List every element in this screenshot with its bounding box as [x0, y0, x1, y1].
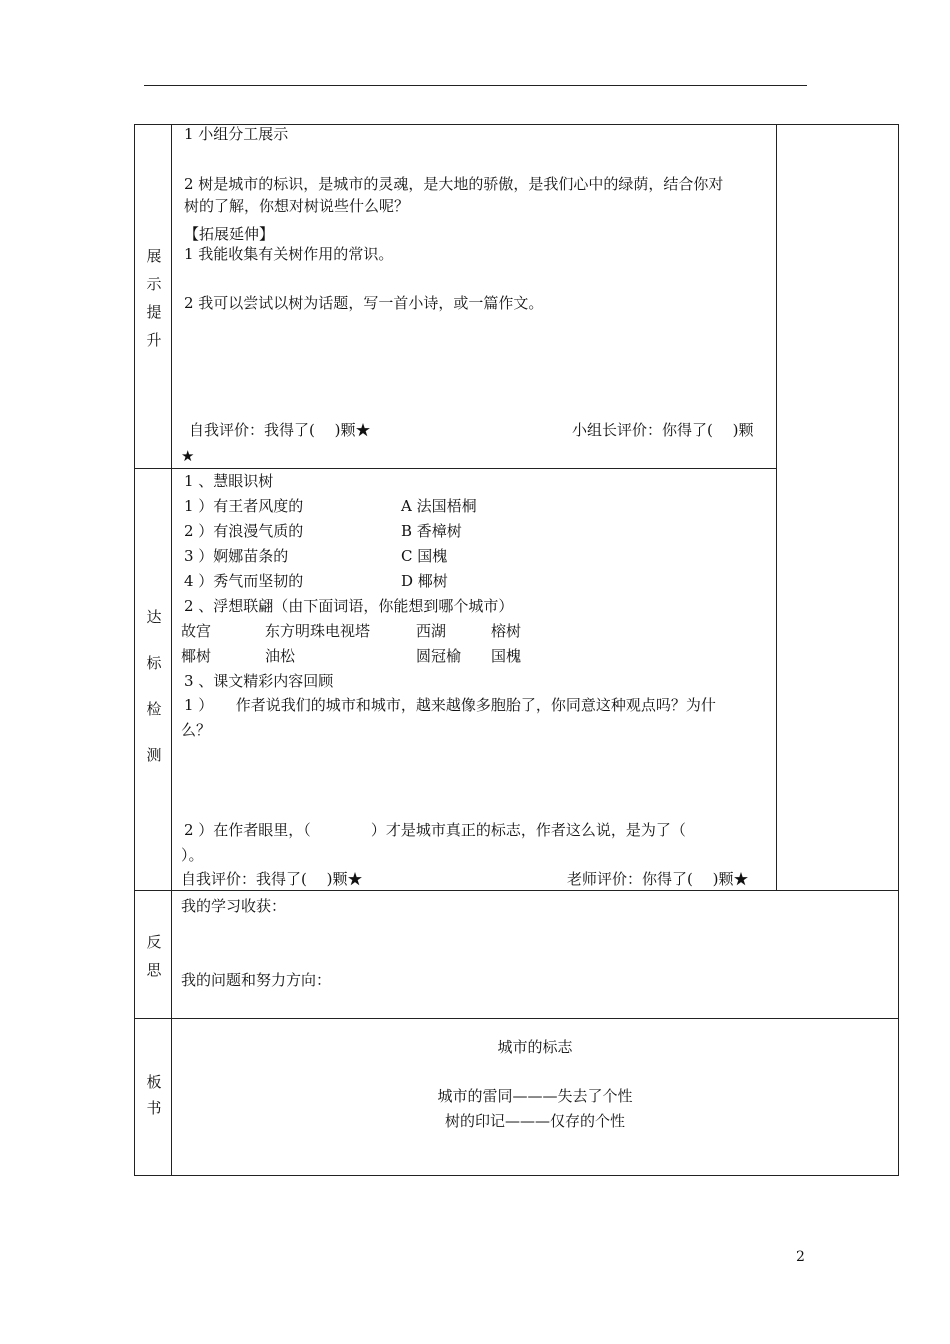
- question-item: 1 ） 作者说我们的城市和城市，越来越像多胞胎了，你同意这种观点吗？为什: [184, 696, 716, 714]
- row-divider: [134, 1018, 899, 1019]
- self-evaluation: 自我评价：我得了( )颗★: [189, 421, 371, 439]
- question-title: 3 、课文精彩内容回顾: [184, 672, 334, 690]
- question-item: 4 ）秀气而坚韧的: [184, 572, 304, 590]
- section-heading: 【拓展延伸】: [184, 225, 275, 243]
- board-line: 城市的雷同———失去了个性: [437, 1087, 633, 1105]
- question-item: 么？: [181, 721, 212, 739]
- answer-option: B 香樟树: [401, 522, 462, 540]
- section-label-dabiao: 达 标 检 测: [146, 608, 162, 764]
- star-icon: ★: [181, 447, 195, 465]
- question-item: 3 ）婀娜苗条的: [184, 547, 289, 565]
- word-item: 榕树: [491, 622, 522, 640]
- section-label-fansi: 反 思: [146, 933, 162, 979]
- answer-option: C 国槐: [401, 547, 448, 565]
- row-divider: [134, 468, 776, 469]
- text-line: 2 树是城市的标识，是城市的灵魂，是大地的骄傲，是我们心中的绿荫，结合你对: [184, 175, 724, 193]
- word-item: 国槐: [491, 647, 522, 665]
- question-title: 2 、浮想联翩（由下面词语，你能想到哪个城市）: [184, 597, 514, 615]
- answer-option: D 椰树: [401, 572, 448, 590]
- word-item: 圆冠榆: [416, 647, 462, 665]
- word-item: 东方明珠电视塔: [265, 622, 371, 640]
- header-rule: [144, 85, 807, 86]
- board-title: 城市的标志: [497, 1038, 573, 1056]
- teacher-evaluation: 老师评价：你得了( )颗★: [567, 870, 749, 888]
- question-item: 2 ）在作者眼里，（ ）才是城市真正的标志，作者这么说，是为了（: [184, 821, 686, 839]
- section-label-banshu: 板 书: [146, 1073, 162, 1117]
- text-line: 2 我可以尝试以树为话题，写一首小诗，或一篇作文。: [184, 294, 544, 312]
- word-item: 油松: [265, 647, 296, 665]
- text-line: 1 小组分工展示: [184, 125, 289, 143]
- word-item: 西湖: [416, 622, 447, 640]
- answer-option: A 法国梧桐: [401, 497, 477, 515]
- question-item: 2 ）有浪漫气质的: [184, 522, 304, 540]
- question-item: ）。: [181, 846, 204, 864]
- leader-evaluation: 小组长评价：你得了( )颗: [572, 421, 754, 439]
- page-number: 2: [796, 1249, 805, 1265]
- text-line: 树的了解，你想对树说些什么呢？: [184, 197, 410, 215]
- row-divider: [134, 890, 899, 891]
- problem-direction-prompt: 我的问题和努力方向：: [181, 971, 332, 989]
- word-item: 椰树: [181, 647, 212, 665]
- learning-gain-prompt: 我的学习收获：: [181, 897, 287, 915]
- section-label-zhanshi: 展 示 提 升: [146, 247, 162, 349]
- question-item: 1 ）有王者风度的: [184, 497, 304, 515]
- board-line: 树的印记———仅存的个性: [444, 1112, 625, 1130]
- question-title: 1 、慧眼识树: [184, 472, 274, 490]
- word-item: 故宫: [181, 622, 212, 640]
- right-column-divider: [776, 124, 777, 890]
- text-line: 1 我能收集有关树作用的常识。: [184, 245, 394, 263]
- self-evaluation: 自我评价：我得了( )颗★: [181, 870, 363, 888]
